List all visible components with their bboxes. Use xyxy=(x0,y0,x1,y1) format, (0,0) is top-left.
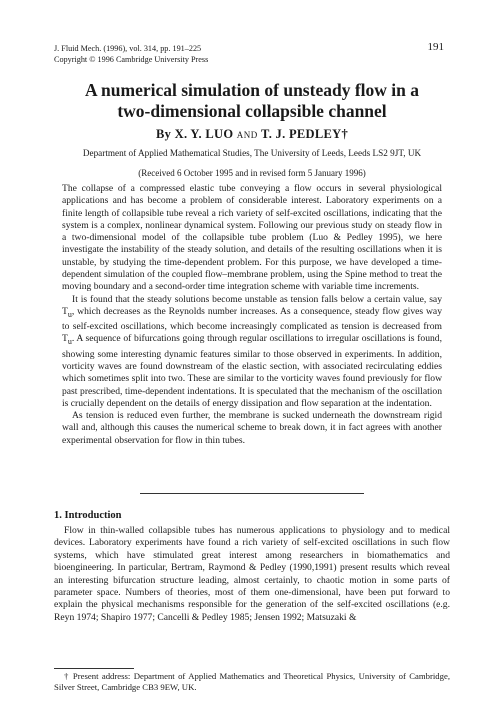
abstract-text: . A sequence of bifurcations going through regular oscillations to irregular oscillations is found, showing some interesting dynamic features similar to those observed in experiments. In addition, vorticity waves are found downstream of the elastic section, with associated recirculating eddies which sometimes split into two. These are similar to the vorticity waves found previously for flow past prescribed, time-dependent indentations. It is speculated that the mechanism of the oscillation is crucially dependent on the details of energy dissipation and flow separation at the indentation. xyxy=(62,333,442,409)
page-number: 191 xyxy=(427,41,444,53)
copyright-line: Copyright © 1996 Cambridge University Press xyxy=(54,55,209,64)
author-conjunction: AND xyxy=(236,130,258,140)
footnote: † Present address: Department of Applied Mathematics and Theoretical Physics, University of Cambridge, Silver Street, Cambridge CB3 9EW, UK. xyxy=(54,671,450,692)
abstract xyxy=(62,183,442,447)
first-author: By X. Y. LUO xyxy=(156,127,234,141)
article-title xyxy=(40,80,464,122)
body-paragraph: Flow in thin-walled collapsible tubes has numerous applications to physiology and to medical devices. Laboratory experiments have found a rich variety of self-excited oscillations in such flow systems, which have stimulated great interest among researchers in biomathematics and bioengineering. In particular, Bertram, Raymond & Pedley (1990,1991) present results which reveal an interesting bifurcation structure leading, almost certainly, to chaotic motion in some parts of parameter space. Numbers of theories, most of them one-dimensional, have been put forward to explain the physical mechanisms responsible for the generation of the self-excited oscillations (e.g. Reyn 1974; Shapiro 1977; Cancelli & Pedley 1985; Jensen 1992; Matsuzaki & xyxy=(54,525,450,623)
abstract-paragraph xyxy=(62,294,442,410)
section-body xyxy=(54,525,450,624)
received-dates: (Received 6 October 1995 and in revised form 5 January 1996) xyxy=(138,168,366,178)
abstract-text: , which decreases as the Reynolds number increases. As a consequence, steady flow gives way to self-excited oscillations, which become increasingly complicated as tension is decreased from T xyxy=(62,305,442,345)
abstract-paragraph: The collapse of a compressed elastic tube conveying a flow occurs in several physiological applications and has become a problem of considerable interest. Laboratory experiments on a finite length of collapsible tube reveal a rich variety of self-excited oscillations, indicating that the system is a complex, nonlinear dynamical system. Following our previous study on steady flow in a two-dimensional model of the collapsible tube problem (Luo & Pedley 1995), we here investigate the instability of the steady solution, and details of the resulting oscillations when it is unstable, by studying the time-dependent problem. For this purpose, we have developed a time-dependent simulation of the coupled flow–membrane problem, using the Spine method to treat the moving boundary and a second-order time integration scheme with variable time increments. xyxy=(62,183,442,293)
journal-citation: J. Fluid Mech. (1996), vol. 314, pp. 191–225 xyxy=(54,44,202,53)
affiliation: Department of Applied Mathematical Studies, The University of Leeds, Leeds LS2 9JT, UK xyxy=(82,148,422,158)
abstract-text: It is found that the steady solutions become unstable as tension falls below a certain value, say T xyxy=(62,293,442,317)
subscript: u xyxy=(67,309,72,319)
second-author: T. J. PEDLEY† xyxy=(260,127,348,141)
abstract-paragraph: As tension is reduced even further, the membrane is sucked underneath the downstream rigid wall and, although this causes the numerical scheme to break down, it in fact agrees with another experimental observation for flow in thin tubes. xyxy=(62,410,442,446)
abstract-divider xyxy=(140,493,364,494)
section-heading: 1. Introduction xyxy=(54,510,122,521)
author-line xyxy=(40,127,464,142)
running-header xyxy=(54,43,208,65)
title-line-2: two-dimensional collapsible channel xyxy=(117,101,387,121)
title-line-1: A numerical simulation of unsteady flow in a xyxy=(85,80,419,100)
subscript: u xyxy=(67,337,72,347)
footnote-divider xyxy=(54,668,134,669)
